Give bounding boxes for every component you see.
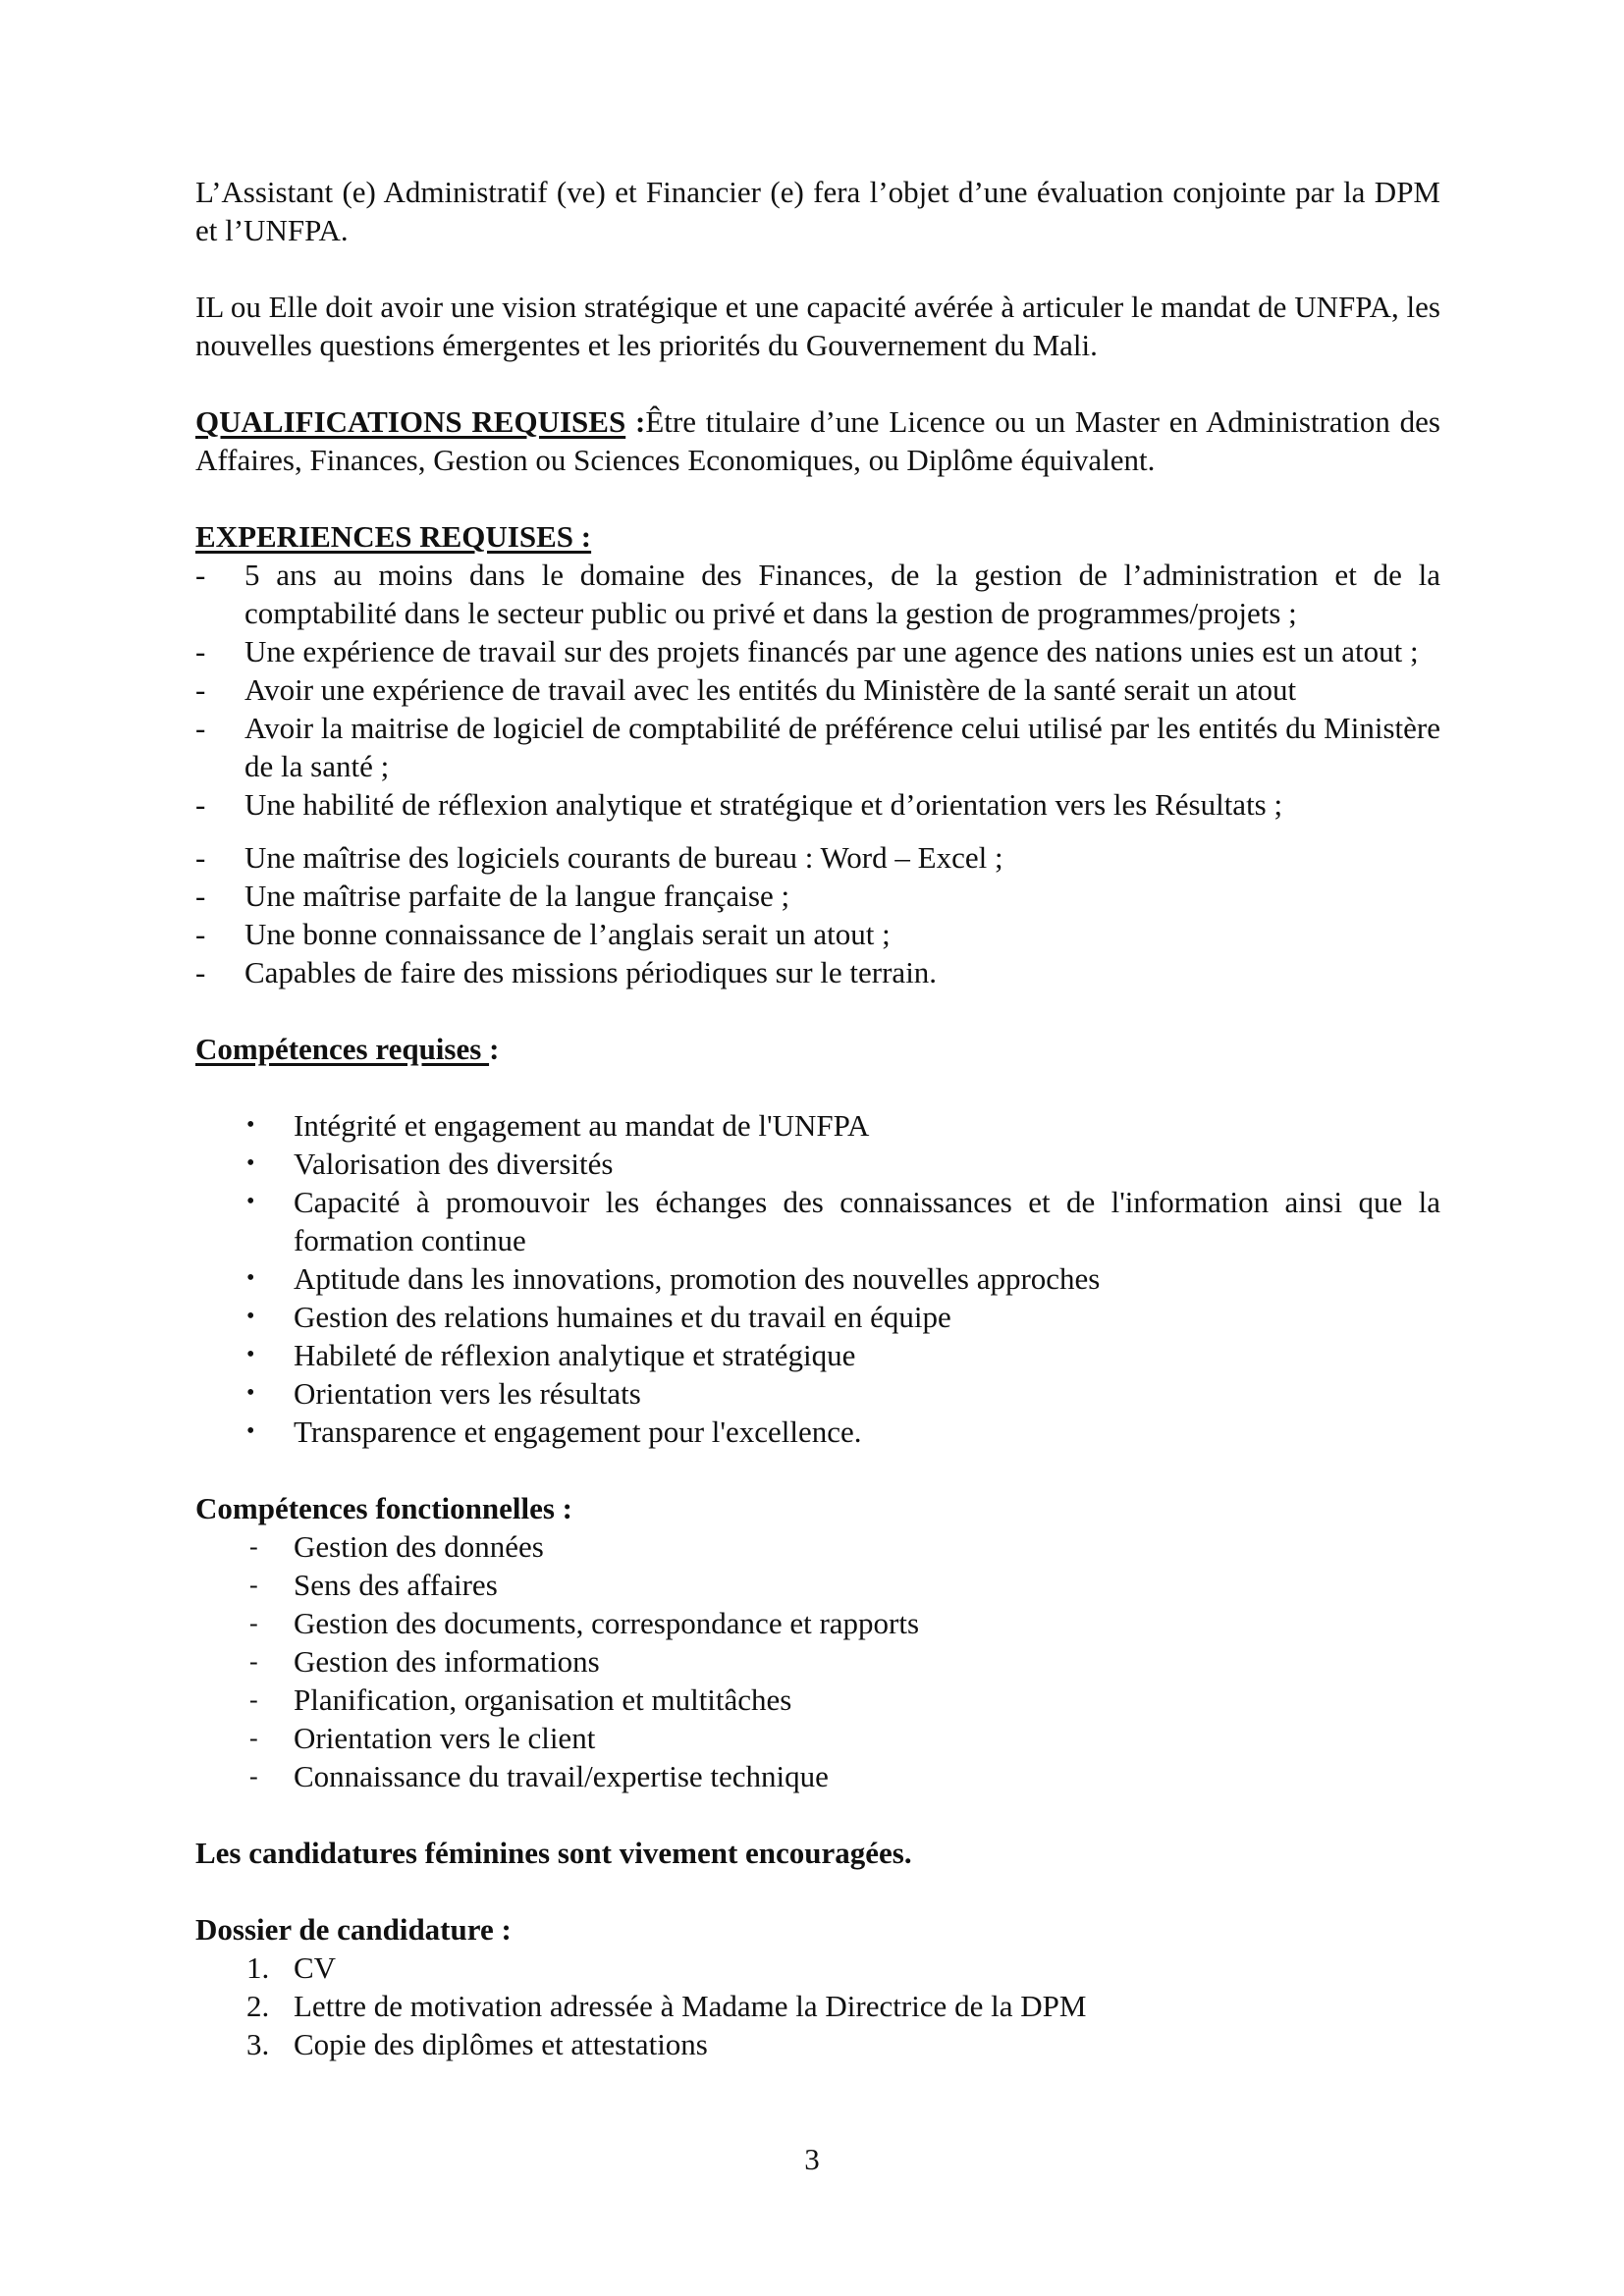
experiences-list [195, 556, 1440, 824]
list-item [195, 1987, 1440, 2025]
list-item [195, 709, 1440, 785]
list-item-text: Une expérience de travail sur des projets financés par une agence des nations unies est un atout ; [244, 634, 1419, 668]
list-item [195, 1413, 1440, 1451]
list-item-text: 5 ans au moins dans le domaine des Finances, de la gestion de l’administration et de la comptabilité dans le secteur public ou privé et dans la gestion de programmes/projets ; [244, 558, 1440, 630]
list-item [195, 2025, 1440, 2063]
dash-marker: - [195, 672, 206, 707]
list-item-text: Transparence et engagement pour l'excellence. [294, 1415, 862, 1449]
list-item-text: Une habilité de réflexion analytique et stratégique et d’orientation vers les Résultats ; [244, 787, 1283, 822]
list-item-text: Valorisation des diversités [294, 1147, 614, 1181]
list-item [195, 1604, 1440, 1642]
list-item-text: Une maîtrise des logiciels courants de bureau : Word – Excel ; [244, 840, 1003, 875]
competences-fonctionnelles-list [195, 1527, 1440, 1795]
list-item-text: Capables de faire des missions périodiques sur le terrain. [244, 955, 938, 989]
list-item [195, 1259, 1440, 1298]
list-item-text: Capacité à promouvoir les échanges des connaissances et de l'information ainsi que la formation continue [294, 1185, 1440, 1257]
list-item-text: Gestion des informations [294, 1644, 600, 1679]
intro-paragraph-2: IL ou Elle doit avoir une vision stratégique et une capacité avérée à articuler le mandat de UNFPA, les nouvelles questions émergentes et les priorités du Gouvernement du Mali. [195, 290, 1440, 362]
intro-paragraph-1: L’Assistant (e) Administratif (ve) et Financier (e) fera l’objet d’une évaluation conjointe par la DPM et l’UNFPA. [195, 175, 1440, 247]
bullet-icon: • [246, 1265, 255, 1291]
list-item-text: Gestion des relations humaines et du travail en équipe [294, 1300, 951, 1334]
list-item [195, 838, 1440, 877]
dash-marker: - [195, 840, 206, 875]
list-item [195, 953, 1440, 991]
list-item-text: Orientation vers le client [294, 1721, 596, 1755]
dash-marker: - [249, 1685, 258, 1714]
dash-marker: - [195, 955, 206, 989]
bullet-icon: • [246, 1112, 255, 1138]
list-item [195, 1374, 1440, 1413]
qualifications-colon: : [625, 404, 646, 439]
list-item [195, 1757, 1440, 1795]
list-item [195, 1298, 1440, 1336]
dash-marker: - [249, 1532, 258, 1561]
experiences-heading: EXPERIENCES REQUISES : [195, 519, 592, 554]
dash-marker: - [195, 879, 206, 913]
list-item [195, 1183, 1440, 1259]
list-item [195, 1566, 1440, 1604]
list-item-text: Planification, organisation et multitâches [294, 1682, 792, 1717]
dash-marker: - [249, 1571, 258, 1599]
qualifications-paragraph [195, 402, 1440, 479]
qualifications-text: Être titulaire d’une Licence ou un Master en Administration des Affaires, Finances, Gestion ou Sciences Economiques, ou Diplôme équivalent. [195, 404, 1440, 477]
number-marker: 3. [246, 2027, 270, 2061]
list-item-text: Gestion des documents, correspondance et rapports [294, 1606, 920, 1640]
dash-marker: - [195, 787, 206, 822]
list-item [195, 556, 1440, 632]
list-item [195, 1527, 1440, 1566]
document-page [195, 173, 1440, 2063]
list-item-text: Une maîtrise parfaite de la langue française ; [244, 879, 790, 913]
list-item [195, 1336, 1440, 1374]
list-item [195, 1642, 1440, 1681]
bullet-icon: • [246, 1342, 255, 1367]
list-item-text: Orientation vers les résultats [294, 1376, 641, 1411]
bullet-icon: • [246, 1150, 255, 1176]
page-number: 3 [804, 2142, 820, 2176]
number-marker: 1. [246, 1950, 270, 1985]
list-item-text: Avoir une expérience de travail avec les entités du Ministère de la santé serait un atout [244, 672, 1297, 707]
list-item-text: Une bonne connaissance de l’anglais serait un atout ; [244, 917, 891, 951]
experiences-list-continued [195, 838, 1440, 991]
list-item [195, 1949, 1440, 1987]
competences-requises-heading [195, 1030, 1440, 1068]
list-item-text: Aptitude dans les innovations, promotion des nouvelles approches [294, 1261, 1101, 1296]
list-item-text: Intégrité et engagement au mandat de l'UNFPA [294, 1108, 870, 1143]
dossier-list [195, 1949, 1440, 2063]
list-item [195, 1719, 1440, 1757]
list-item [195, 1681, 1440, 1719]
bullet-icon: • [246, 1304, 255, 1329]
list-item-text: Gestion des données [294, 1529, 544, 1564]
list-item-text: Habileté de réflexion analytique et stratégique [294, 1338, 856, 1372]
competences-fonctionnelles-heading: Compétences fonctionnelles : [195, 1491, 572, 1525]
list-item [195, 1106, 1440, 1145]
list-item [195, 785, 1440, 824]
dash-marker: - [249, 1762, 258, 1790]
bullet-icon: • [246, 1189, 255, 1214]
list-item-text: Sens des affaires [294, 1568, 498, 1602]
list-item [195, 1145, 1440, 1183]
list-item [195, 670, 1440, 709]
list-item [195, 877, 1440, 915]
list-item [195, 632, 1440, 670]
dash-marker: - [195, 558, 206, 592]
dash-marker: - [195, 634, 206, 668]
list-item [195, 915, 1440, 953]
bullet-icon: • [246, 1418, 255, 1444]
dash-marker: - [249, 1609, 258, 1637]
qualifications-heading: QUALIFICATIONS REQUISES [195, 404, 626, 439]
list-item-text: Lettre de motivation adressée à Madame la Directrice de la DPM [294, 1989, 1087, 2023]
competences-requises-list [195, 1106, 1440, 1451]
dossier-heading: Dossier de candidature : [195, 1912, 512, 1947]
encouragement-note: Les candidatures féminines sont vivement encouragées. [195, 1836, 912, 1870]
list-item-text: CV [294, 1950, 337, 1985]
competences-requises-heading-text: Compétences requises [195, 1032, 490, 1066]
dash-marker: - [249, 1724, 258, 1752]
list-item-text: Connaissance du travail/expertise technique [294, 1759, 829, 1793]
dash-marker: - [195, 917, 206, 951]
number-marker: 2. [246, 1989, 270, 2023]
list-item-text: Avoir la maitrise de logiciel de comptabilité de préférence celui utilisé par les entités du Ministère de la santé ; [244, 711, 1440, 783]
dash-marker: - [195, 711, 206, 745]
bullet-icon: • [246, 1380, 255, 1406]
list-item-text: Copie des diplômes et attestations [294, 2027, 708, 2061]
competences-requises-colon: : [489, 1032, 500, 1066]
dash-marker: - [249, 1647, 258, 1676]
